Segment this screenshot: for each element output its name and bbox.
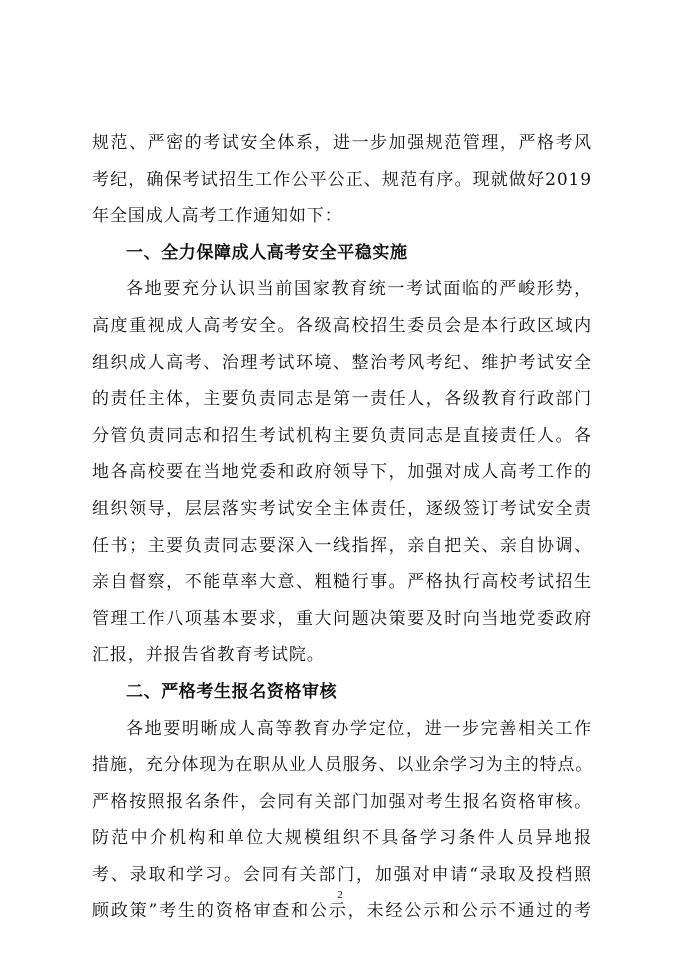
section-2-heading: 二、严格考生报名资格审核 [126, 681, 338, 702]
section-1-line: 亲自督察，不能草率大意、粗糙行事。严格执行高校考试招生 [92, 572, 592, 593]
section-1-line: 地各高校要在当地党委和政府领导下，加强对成人高考工作的 [92, 462, 592, 483]
section-1-line: 组织领导，层层落实考试安全主体责任，逐级签订考试安全责 [92, 498, 592, 519]
section-1-line: 高度重视成人高考安全。各级高校招生委员会是本行政区域内 [92, 315, 592, 336]
intro-line: 年全国成人高考工作通知如下： [92, 206, 343, 227]
intro-line: 考纪，确保考试招生工作公平公正、规范有序。现就做好2019 [92, 169, 592, 190]
section-2-line: 措施，充分体现为在职从业人员服务、以业余学习为主的特点。 [92, 755, 594, 776]
section-1-line: 各地要充分认识当前国家教育统一考试面临的严峻形势， [126, 279, 592, 300]
section-1-line: 任书；主要负责同志要深入一线指挥，亲自把关、亲自协调、 [92, 535, 592, 556]
section-1-line: 的责任主体，主要负责同志是第一责任人，各级教育行政部门 [92, 389, 592, 410]
page-number: 2 [337, 889, 343, 901]
section-2-line: 考、录取和学习。会同有关部门，加强对申请“录取及投档照 [92, 864, 592, 885]
section-1-line: 分管负责同志和招生考试机构主要负责同志是直接责任人。各 [92, 425, 592, 446]
section-2-line: 防范中介机构和单位大规模组织不具备学习条件人员异地报 [92, 828, 592, 849]
section-1-line: 汇报，并报告省教育考试院。 [92, 645, 325, 666]
section-2-line: 严格按照报名条件，会同有关部门加强对考生报名资格审核。 [92, 791, 592, 812]
section-2-line: 顾政策”考生的资格审查和公示，未经公示和公示不通过的考 [92, 901, 592, 922]
section-1-heading: 一、全力保障成人高考安全平稳实施 [126, 242, 408, 263]
section-1-line: 管理工作八项基本要求，重大问题决策要及时向当地党委政府 [92, 608, 592, 629]
document-body [92, 125, 592, 930]
intro-line: 规范、严密的考试安全体系，进一步加强规范管理，严格考风 [92, 133, 592, 153]
section-1-line: 组织成人高考、治理考试环境、整治考风考纪、维护考试安全 [92, 352, 592, 373]
section-2-line: 各地要明晰成人高等教育办学定位，进一步完善相关工作 [126, 718, 592, 739]
